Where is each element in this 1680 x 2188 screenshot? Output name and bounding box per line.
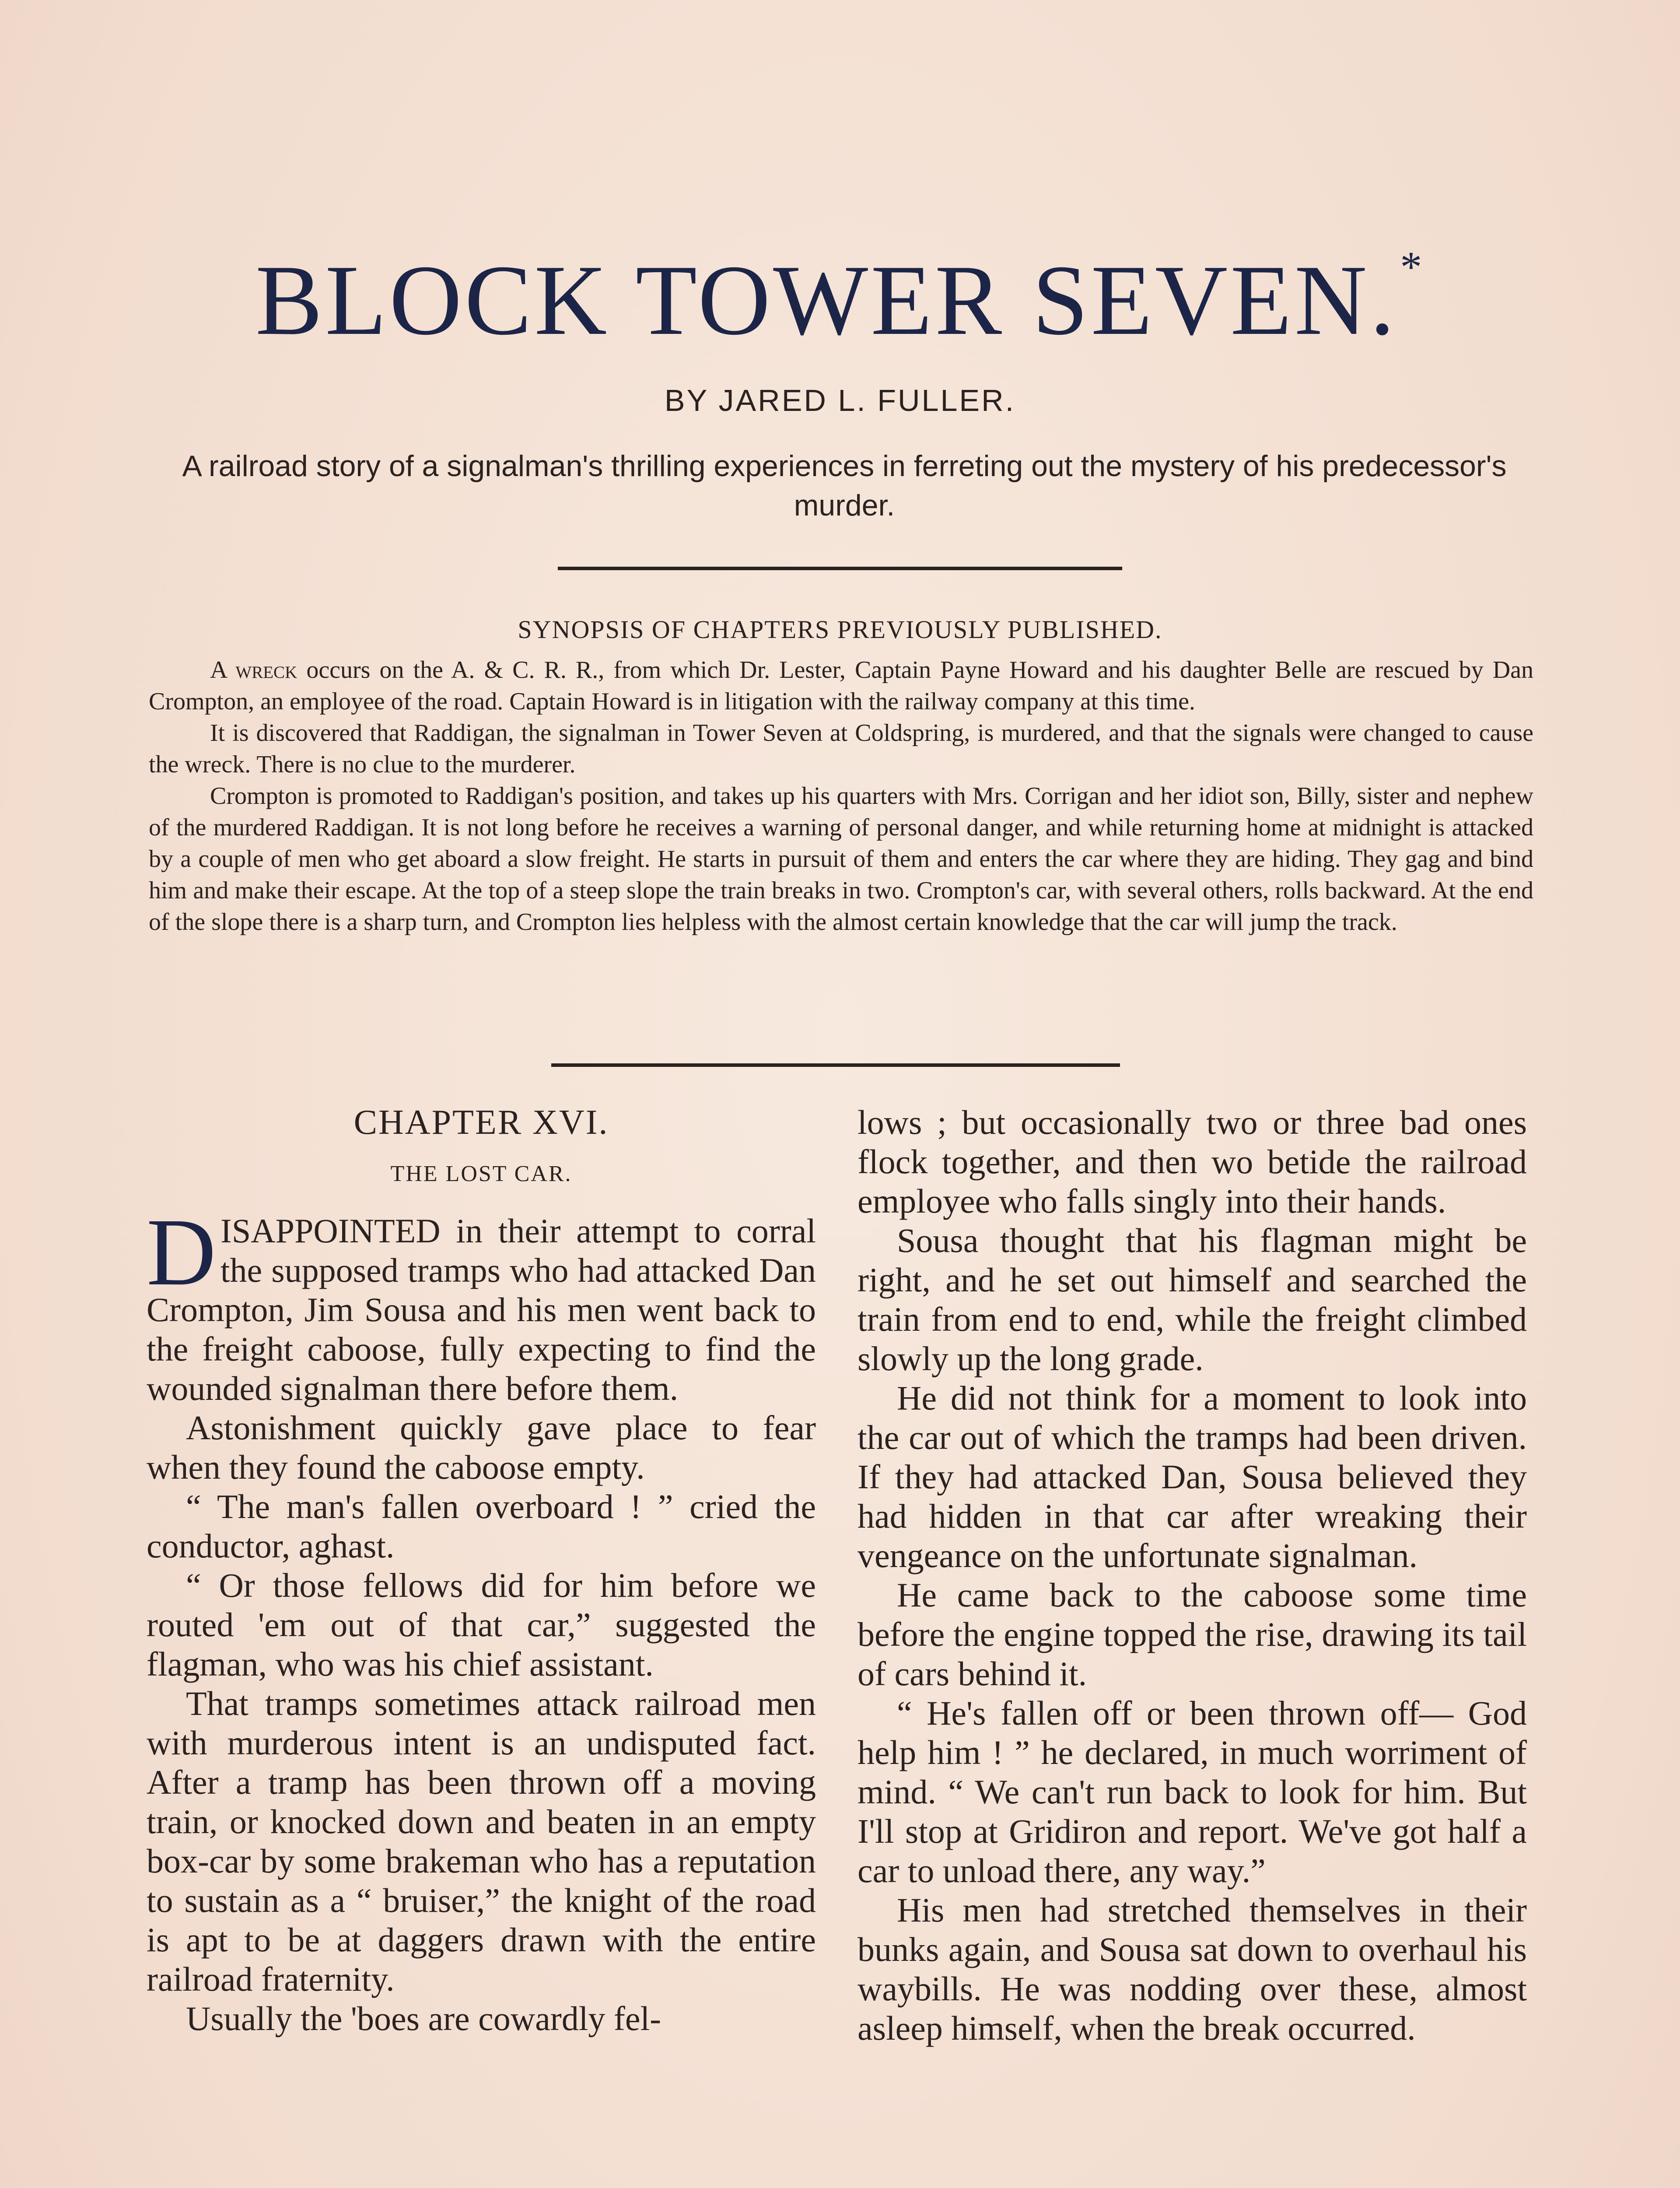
- body-paragraph: “ Or those fellows did for him before we routed 'em out of that car,” suggested the flagman, who was his chief assistant.: [147, 1566, 816, 1683]
- synopsis-paragraph: Crompton is promoted to Raddigan's position, and takes up his quarters with Mrs. Corrigan and her idiot son, Billy, sister and nephew of the murdered Raddigan. It is not long before he receives a warning of personal danger, and while returning home at midnight is attacked by a couple of men who get aboard a slow freight. He starts in pursuit of them and enters the car where they are hiding. They gag and bind him and make their escape. At the top of a steep slope the train breaks in two. Crompton's car, with several others, rolls backward. At the end of the slope there is a sharp turn, and Crompton lies helpless with the almost certain knowledge that the car will jump the track.: [149, 782, 1533, 936]
- synopsis-text: [149, 654, 1533, 938]
- body-paragraph: That tramps sometimes attack railroad men with murderous intent is an undisputed fact. After a tramp has been thrown off a moving train, or knocked down and beaten in an empty box-car by some brakeman who has a reputation to sustain as a “ bruiser,” the knight of the road is apt to be at daggers drawn with the entire railroad fraternity.: [147, 1684, 816, 1998]
- story-blurb: A railroad story of a signalman's thrilling experiences in ferreting out the mystery of his predecessor's murder.: [182, 449, 1507, 522]
- synopsis-paragraph: It is discovered that Raddigan, the signalman in Tower Seven at Coldspring, is murdered, and that the signals were changed to cause the wreck. There is no clue to the murderer.: [149, 719, 1533, 778]
- synopsis-paragraph: [149, 654, 1533, 717]
- story-title-text: BLOCK TOWER SEVEN.: [255, 244, 1398, 356]
- chapter-subheading: THE LOST CAR.: [390, 1161, 572, 1186]
- left-column: [147, 1103, 816, 2038]
- body-paragraph: “ The man's fallen overboard ! ” cried the conductor, aghast.: [147, 1487, 816, 1565]
- drop-cap: D: [147, 1199, 216, 1305]
- synopsis-paragraph-text: occurs on the A. & C. R. R., from which Dr. Lester, Captain Payne Howard and his daughter Belle are rescued by Dan Crompton, an employee of the road. Captain Howard is in litigation with the railway company at this time.: [149, 656, 1533, 715]
- body-paragraph: He came back to the caboose some time before the engine topped the rise, drawing its tail of cars behind it.: [858, 1576, 1527, 1693]
- right-column: [858, 1103, 1527, 2048]
- body-paragraph: Sousa thought that his flagman might be right, and he set out himself and searched the train from end to end, while the freight climbed slowly up the long grade.: [858, 1221, 1527, 1378]
- story-title: [0, 242, 1680, 356]
- chapter-heading: CHAPTER XVI.: [354, 1103, 609, 1142]
- opening-paragraph: [147, 1199, 816, 1408]
- body-paragraph: lows ; but occasionally two or three bad ones flock together, and then wo betide the railroad employee who falls singly into their hands.: [858, 1103, 1527, 1220]
- opening-paragraph-text: ISAPPOINTED in their attempt to corral the supposed tramps who had attacked Dan Crompton, Jim Sousa and his men went back to the freight caboose, fully expecting to find the wounded signalman there before them.: [147, 1212, 816, 1407]
- synopsis-heading: SYNOPSIS OF CHAPTERS PREVIOUSLY PUBLISHED.: [518, 615, 1162, 644]
- body-paragraph: Usually the 'boes are cowardly fel-: [186, 1999, 662, 2037]
- body-paragraph: He did not think for a moment to look into the car out of which the tramps had been driven. If they had attacked Dan, Sousa believed they had hidden in that car after wreaking their vengeance on the unfortunate signalman.: [858, 1379, 1527, 1574]
- title-footnote-mark: *: [1400, 242, 1425, 291]
- divider-rule-bottom: [551, 1063, 1120, 1067]
- divider-rule-top: [558, 567, 1122, 570]
- body-paragraph: Astonishment quickly gave place to fear when they found the caboose empty.: [147, 1409, 816, 1486]
- body-paragraph: “ He's fallen off or been thrown off— God help him ! ” he declared, in much worriment of mind. “ We can't run back to look for him. But I'll stop at Gridiron and report. We've got half a car to unload there, any way.”: [858, 1694, 1527, 1890]
- byline: BY JARED L. FULLER.: [664, 383, 1016, 417]
- synopsis-lead: A wreck: [210, 656, 298, 684]
- body-paragraph: His men had stretched themselves in their bunks again, and Sousa sat down to overhaul his waybills. He was nodding over these, almost asleep himself, when the break occurred.: [858, 1891, 1527, 2047]
